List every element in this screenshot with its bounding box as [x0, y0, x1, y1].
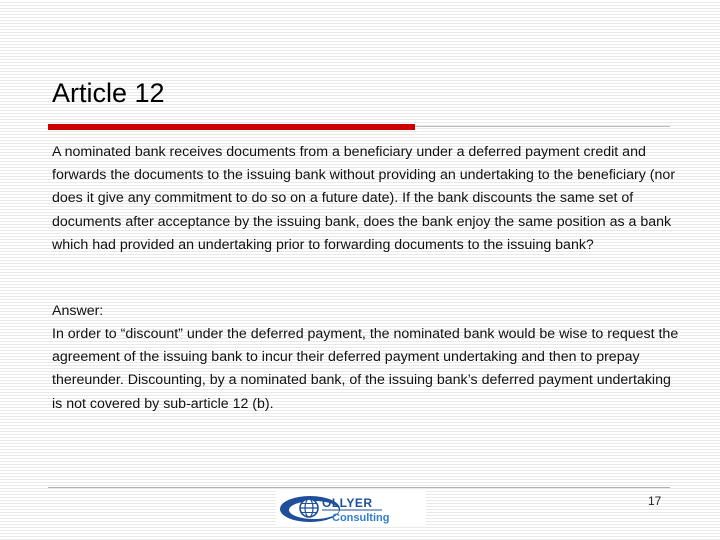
answer-paragraph: In order to “discount” under the deferred payment, the nominated bank would be wise to request the agreement of the issuing bank to incur their deferred payment undertaking and then to prepay thereunder. Discounting, by a nominated bank, of the issuing bank’s deferred payment undertaking is not covered by sub-article 12 (b). — [52, 326, 679, 412]
title-underline-grey — [415, 126, 670, 127]
answer-label: Answer: — [52, 303, 104, 319]
logo-graphic — [276, 491, 426, 525]
collyer-consulting-logo — [276, 491, 426, 525]
logo-wordmark-line2: Consulting — [332, 512, 390, 524]
question-paragraph: A nominated bank receives documents from a beneficiary under a deferred payment credit and forwards the documents to the issuing bank without providing an undertaking to the beneficiary (nor does it give any commitment to do so on a future date). If the bank discounts the same set of documents after acceptance by the issuing bank, does the bank enjoy the same position as a bank which had provided an undertaking prior to forwarding documents to the issuing bank? — [52, 144, 676, 253]
title-underline-red — [48, 124, 415, 130]
slide-title: Article 12 — [52, 78, 165, 108]
page-number: 17 — [648, 494, 662, 508]
footer-divider — [48, 487, 670, 488]
logo-wordmark-line1: OLLYER — [322, 496, 373, 510]
